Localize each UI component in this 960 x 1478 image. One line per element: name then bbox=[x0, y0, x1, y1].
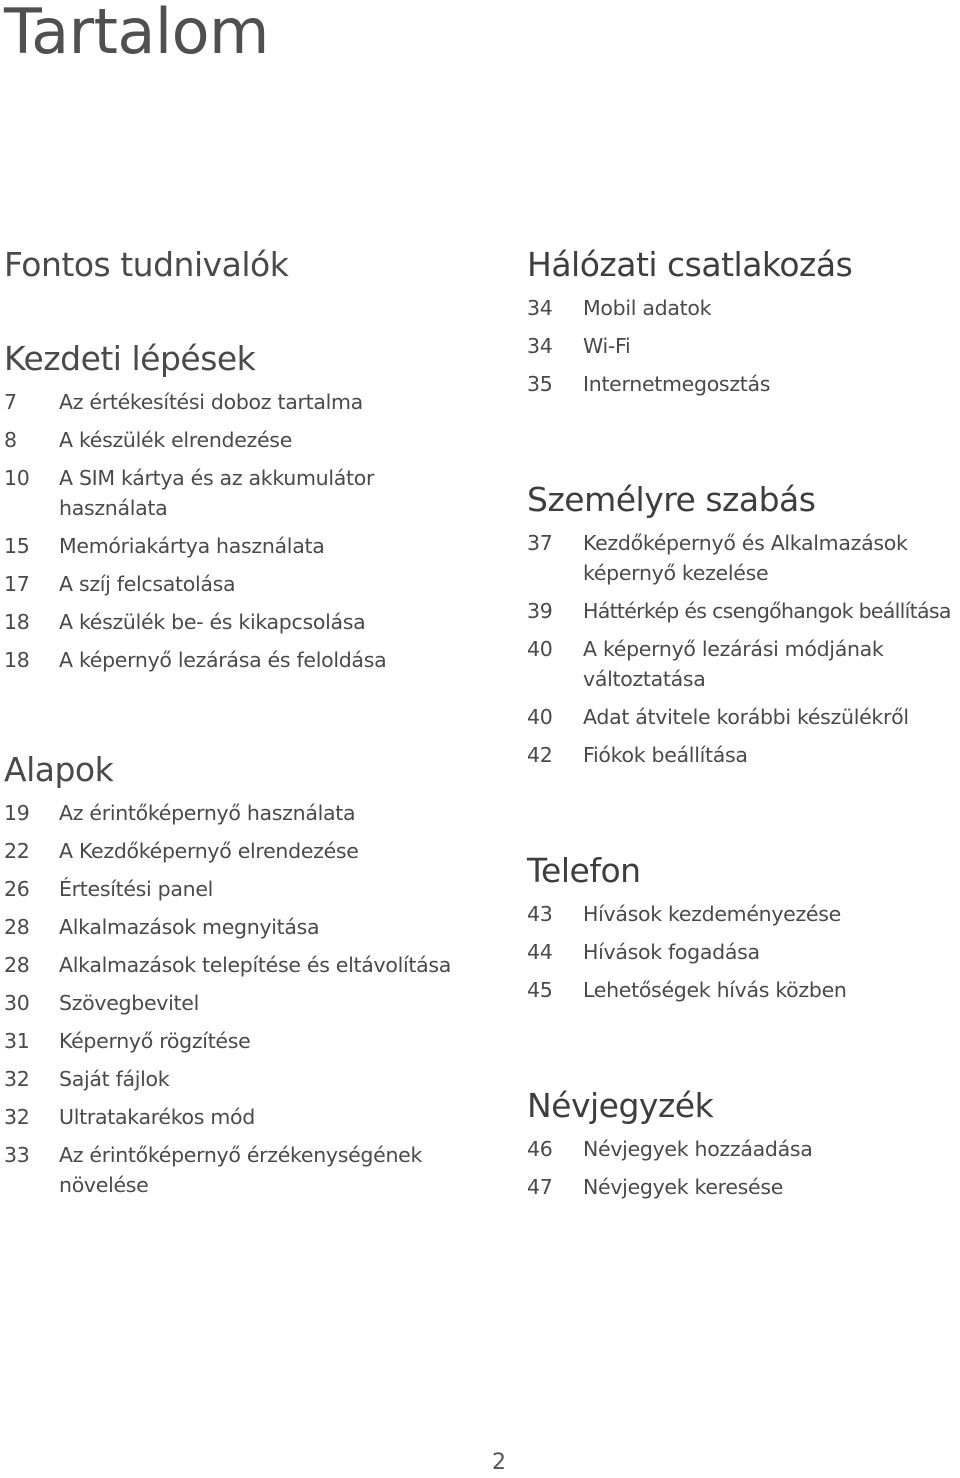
entry-title: A képernyő lezárási módjának változtatása bbox=[583, 637, 884, 691]
toc-entry[interactable] bbox=[4, 988, 474, 1018]
page-ref: 31 bbox=[4, 1029, 30, 1053]
page-ref: 18 bbox=[4, 610, 30, 634]
entry-title: A Kezdőképernyő elrendezése bbox=[59, 839, 359, 863]
page-ref: 8 bbox=[4, 428, 17, 452]
toc-entry-list bbox=[527, 1134, 957, 1202]
page-ref: 39 bbox=[527, 599, 553, 623]
page-ref: 26 bbox=[4, 877, 30, 901]
section-telefon bbox=[527, 848, 957, 1005]
page-ref: 22 bbox=[4, 839, 30, 863]
page-ref: 44 bbox=[527, 940, 553, 964]
page-ref: 45 bbox=[527, 978, 553, 1002]
section-heading[interactable]: Névjegyzék bbox=[527, 1086, 714, 1125]
entry-title: Hívások kezdeményezése bbox=[583, 902, 841, 926]
toc-entry[interactable] bbox=[4, 836, 474, 866]
toc-entry[interactable] bbox=[527, 369, 957, 399]
page-ref: 32 bbox=[4, 1067, 30, 1091]
toc-entry[interactable] bbox=[527, 634, 957, 694]
entry-title: Értesítési panel bbox=[59, 877, 214, 901]
page-ref: 40 bbox=[527, 637, 553, 661]
page-ref: 28 bbox=[4, 953, 30, 977]
page-ref: 10 bbox=[4, 466, 30, 490]
entry-title: Hívások fogadása bbox=[583, 940, 760, 964]
section-heading[interactable]: Telefon bbox=[527, 851, 641, 890]
entry-title: A szíj felcsatolása bbox=[59, 572, 236, 596]
section-halozati-csatlakozas bbox=[527, 242, 957, 399]
toc-entry[interactable] bbox=[4, 607, 474, 637]
section-heading[interactable]: Fontos tudnivalók bbox=[4, 245, 289, 284]
toc-entry[interactable] bbox=[4, 1064, 474, 1094]
entry-title: A SIM kártya és az akkumulátor használata bbox=[59, 466, 375, 520]
toc-entry[interactable] bbox=[4, 950, 474, 980]
page-title: Tartalom bbox=[4, 0, 269, 68]
page-ref: 34 bbox=[527, 296, 553, 320]
toc-entry[interactable] bbox=[527, 975, 957, 1005]
toc-entry-list bbox=[527, 899, 957, 1005]
page-number: 2 bbox=[492, 1450, 506, 1475]
entry-title: Alkalmazások telepítése és eltávolítása bbox=[59, 953, 452, 977]
section-nevjegyzek bbox=[527, 1083, 957, 1202]
section-heading[interactable]: Hálózati csatlakozás bbox=[527, 245, 853, 284]
entry-title: Névjegyek keresése bbox=[583, 1175, 784, 1199]
entry-title: Az értékesítési doboz tartalma bbox=[59, 390, 363, 414]
toc-entry-list bbox=[4, 798, 474, 1200]
entry-title: Wi-Fi bbox=[583, 334, 631, 358]
entry-title: Mobil adatok bbox=[583, 296, 712, 320]
toc-entry[interactable] bbox=[527, 1172, 957, 1202]
toc-entry[interactable] bbox=[527, 899, 957, 929]
section-alapok bbox=[4, 747, 474, 1200]
entry-title: Fiókok beállítása bbox=[583, 743, 748, 767]
page-ref: 43 bbox=[527, 902, 553, 926]
toc-entry[interactable] bbox=[527, 702, 957, 732]
entry-title: Az érintőképernyő használata bbox=[59, 801, 356, 825]
toc-entry[interactable] bbox=[527, 740, 957, 770]
page-ref: 18 bbox=[4, 648, 30, 672]
entry-title: Memóriakártya használata bbox=[59, 534, 325, 558]
toc-entry-list bbox=[527, 293, 957, 399]
page-ref: 46 bbox=[527, 1137, 553, 1161]
entry-title: A képernyő lezárása és feloldása bbox=[59, 648, 387, 672]
page-ref: 35 bbox=[527, 372, 553, 396]
section-heading[interactable]: Alapok bbox=[4, 750, 114, 789]
entry-title: Lehetőségek hívás közben bbox=[583, 978, 847, 1002]
entry-title: Alkalmazások megnyitása bbox=[59, 915, 320, 939]
toc-entry[interactable] bbox=[527, 293, 957, 323]
toc-entry[interactable] bbox=[527, 937, 957, 967]
page-ref: 34 bbox=[527, 334, 553, 358]
toc-entry-list bbox=[527, 528, 957, 770]
toc-entry[interactable] bbox=[4, 874, 474, 904]
entry-title: Internetmegosztás bbox=[583, 372, 771, 396]
page-ref: 40 bbox=[527, 705, 553, 729]
page-ref: 42 bbox=[527, 743, 553, 767]
toc-entry[interactable] bbox=[4, 1026, 474, 1056]
section-szemelyre-szabas bbox=[527, 477, 957, 770]
page-ref: 7 bbox=[4, 390, 17, 414]
page-ref: 19 bbox=[4, 801, 30, 825]
toc-entry[interactable] bbox=[4, 645, 474, 675]
entry-title: Ultratakarékos mód bbox=[59, 1105, 255, 1129]
entry-title: Kezdőképernyő és Alkalmazások képernyő kezelése bbox=[583, 531, 908, 585]
entry-title: A készülék elrendezése bbox=[59, 428, 293, 452]
page-ref: 28 bbox=[4, 915, 30, 939]
entry-title: Háttérkép és csengőhangok beállítása bbox=[583, 599, 951, 623]
entry-title: Az érintőképernyő érzékenységének növelése bbox=[59, 1143, 423, 1197]
section-fontos-tudnivalok bbox=[4, 242, 474, 288]
page-ref: 17 bbox=[4, 572, 30, 596]
toc-entry[interactable] bbox=[4, 463, 474, 523]
section-heading[interactable]: Személyre szabás bbox=[527, 480, 816, 519]
toc-right-column bbox=[527, 242, 957, 1210]
toc-entry[interactable] bbox=[527, 596, 957, 626]
entry-title: Saját fájlok bbox=[59, 1067, 170, 1091]
toc-entry[interactable] bbox=[527, 528, 957, 588]
toc-entry[interactable] bbox=[4, 531, 474, 561]
toc-entry[interactable] bbox=[527, 1134, 957, 1164]
toc-entry[interactable] bbox=[4, 425, 474, 455]
section-kezdeti-lepesek bbox=[4, 336, 474, 675]
toc-left-column bbox=[4, 242, 474, 1208]
page-ref: 47 bbox=[527, 1175, 553, 1199]
section-heading[interactable]: Kezdeti lépések bbox=[4, 339, 256, 378]
page-ref: 32 bbox=[4, 1105, 30, 1129]
toc-entry-list bbox=[4, 387, 474, 675]
page-ref: 37 bbox=[527, 531, 553, 555]
entry-title: Szövegbevitel bbox=[59, 991, 199, 1015]
toc-entry[interactable] bbox=[4, 387, 474, 417]
page-ref: 15 bbox=[4, 534, 30, 558]
toc-entry[interactable] bbox=[4, 569, 474, 599]
page-ref: 33 bbox=[4, 1143, 30, 1167]
toc-entry[interactable] bbox=[4, 1140, 474, 1200]
entry-title: Névjegyek hozzáadása bbox=[583, 1137, 813, 1161]
entry-title: A készülék be- és kikapcsolása bbox=[59, 610, 366, 634]
toc-entry[interactable] bbox=[527, 331, 957, 361]
entry-title: Képernyő rögzítése bbox=[59, 1029, 251, 1053]
page-ref: 30 bbox=[4, 991, 30, 1015]
entry-title: Adat átvitele korábbi készülékről bbox=[583, 705, 909, 729]
toc-entry[interactable] bbox=[4, 1102, 474, 1132]
toc-entry[interactable] bbox=[4, 912, 474, 942]
toc-entry[interactable] bbox=[4, 798, 474, 828]
